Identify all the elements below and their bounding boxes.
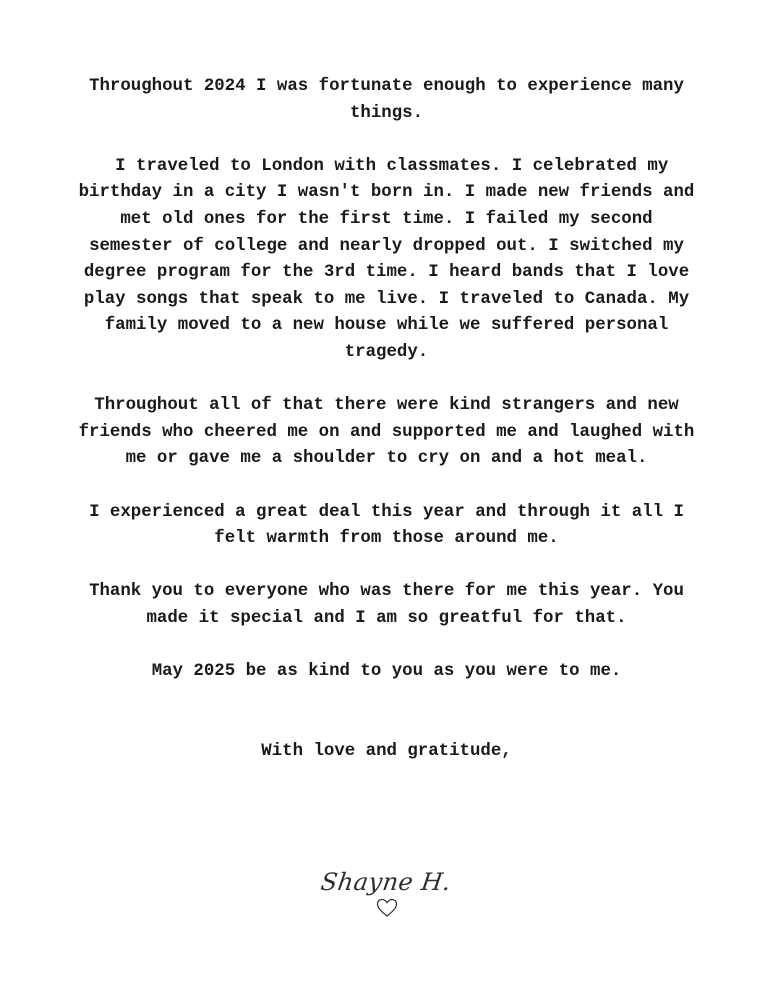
paragraph-intro: Throughout 2024 I was fortunate enough to experience many things. xyxy=(89,77,684,123)
signature-name: Shayne H. xyxy=(318,868,454,896)
paragraph-wish: May 2025 be as kind to you as you were to me. xyxy=(151,662,622,682)
heart-outline-icon xyxy=(376,898,398,918)
paragraph-support: Throughout all of that there were kind strangers and new friends who cheered me on and supported me and laughed with me or gave me a shoulder to cry on and a hot meal. xyxy=(78,396,695,469)
closing-line: With love and gratitude, xyxy=(261,741,512,761)
paragraph-warmth: I experienced a great deal this year and through it all I felt warmth from those around me. xyxy=(89,502,684,549)
paragraph-events: I traveled to London with classmates. I celebrated my birthday in a city I wasn't born in. I made new friends and met old ones for the first time. I failed my second semester of college and nearly dropped out. I switched my degree program for the 3rd time. I heard bands that I love play songs that speak to me live. I traveled to Canada. My family moved to a new house while we suffered personal tragedy. xyxy=(78,156,695,362)
paragraph-thanks: Thank you to everyone who was there for me this year. You made it special and I am so greatful for that. xyxy=(89,582,684,628)
letter-body xyxy=(78,74,695,792)
